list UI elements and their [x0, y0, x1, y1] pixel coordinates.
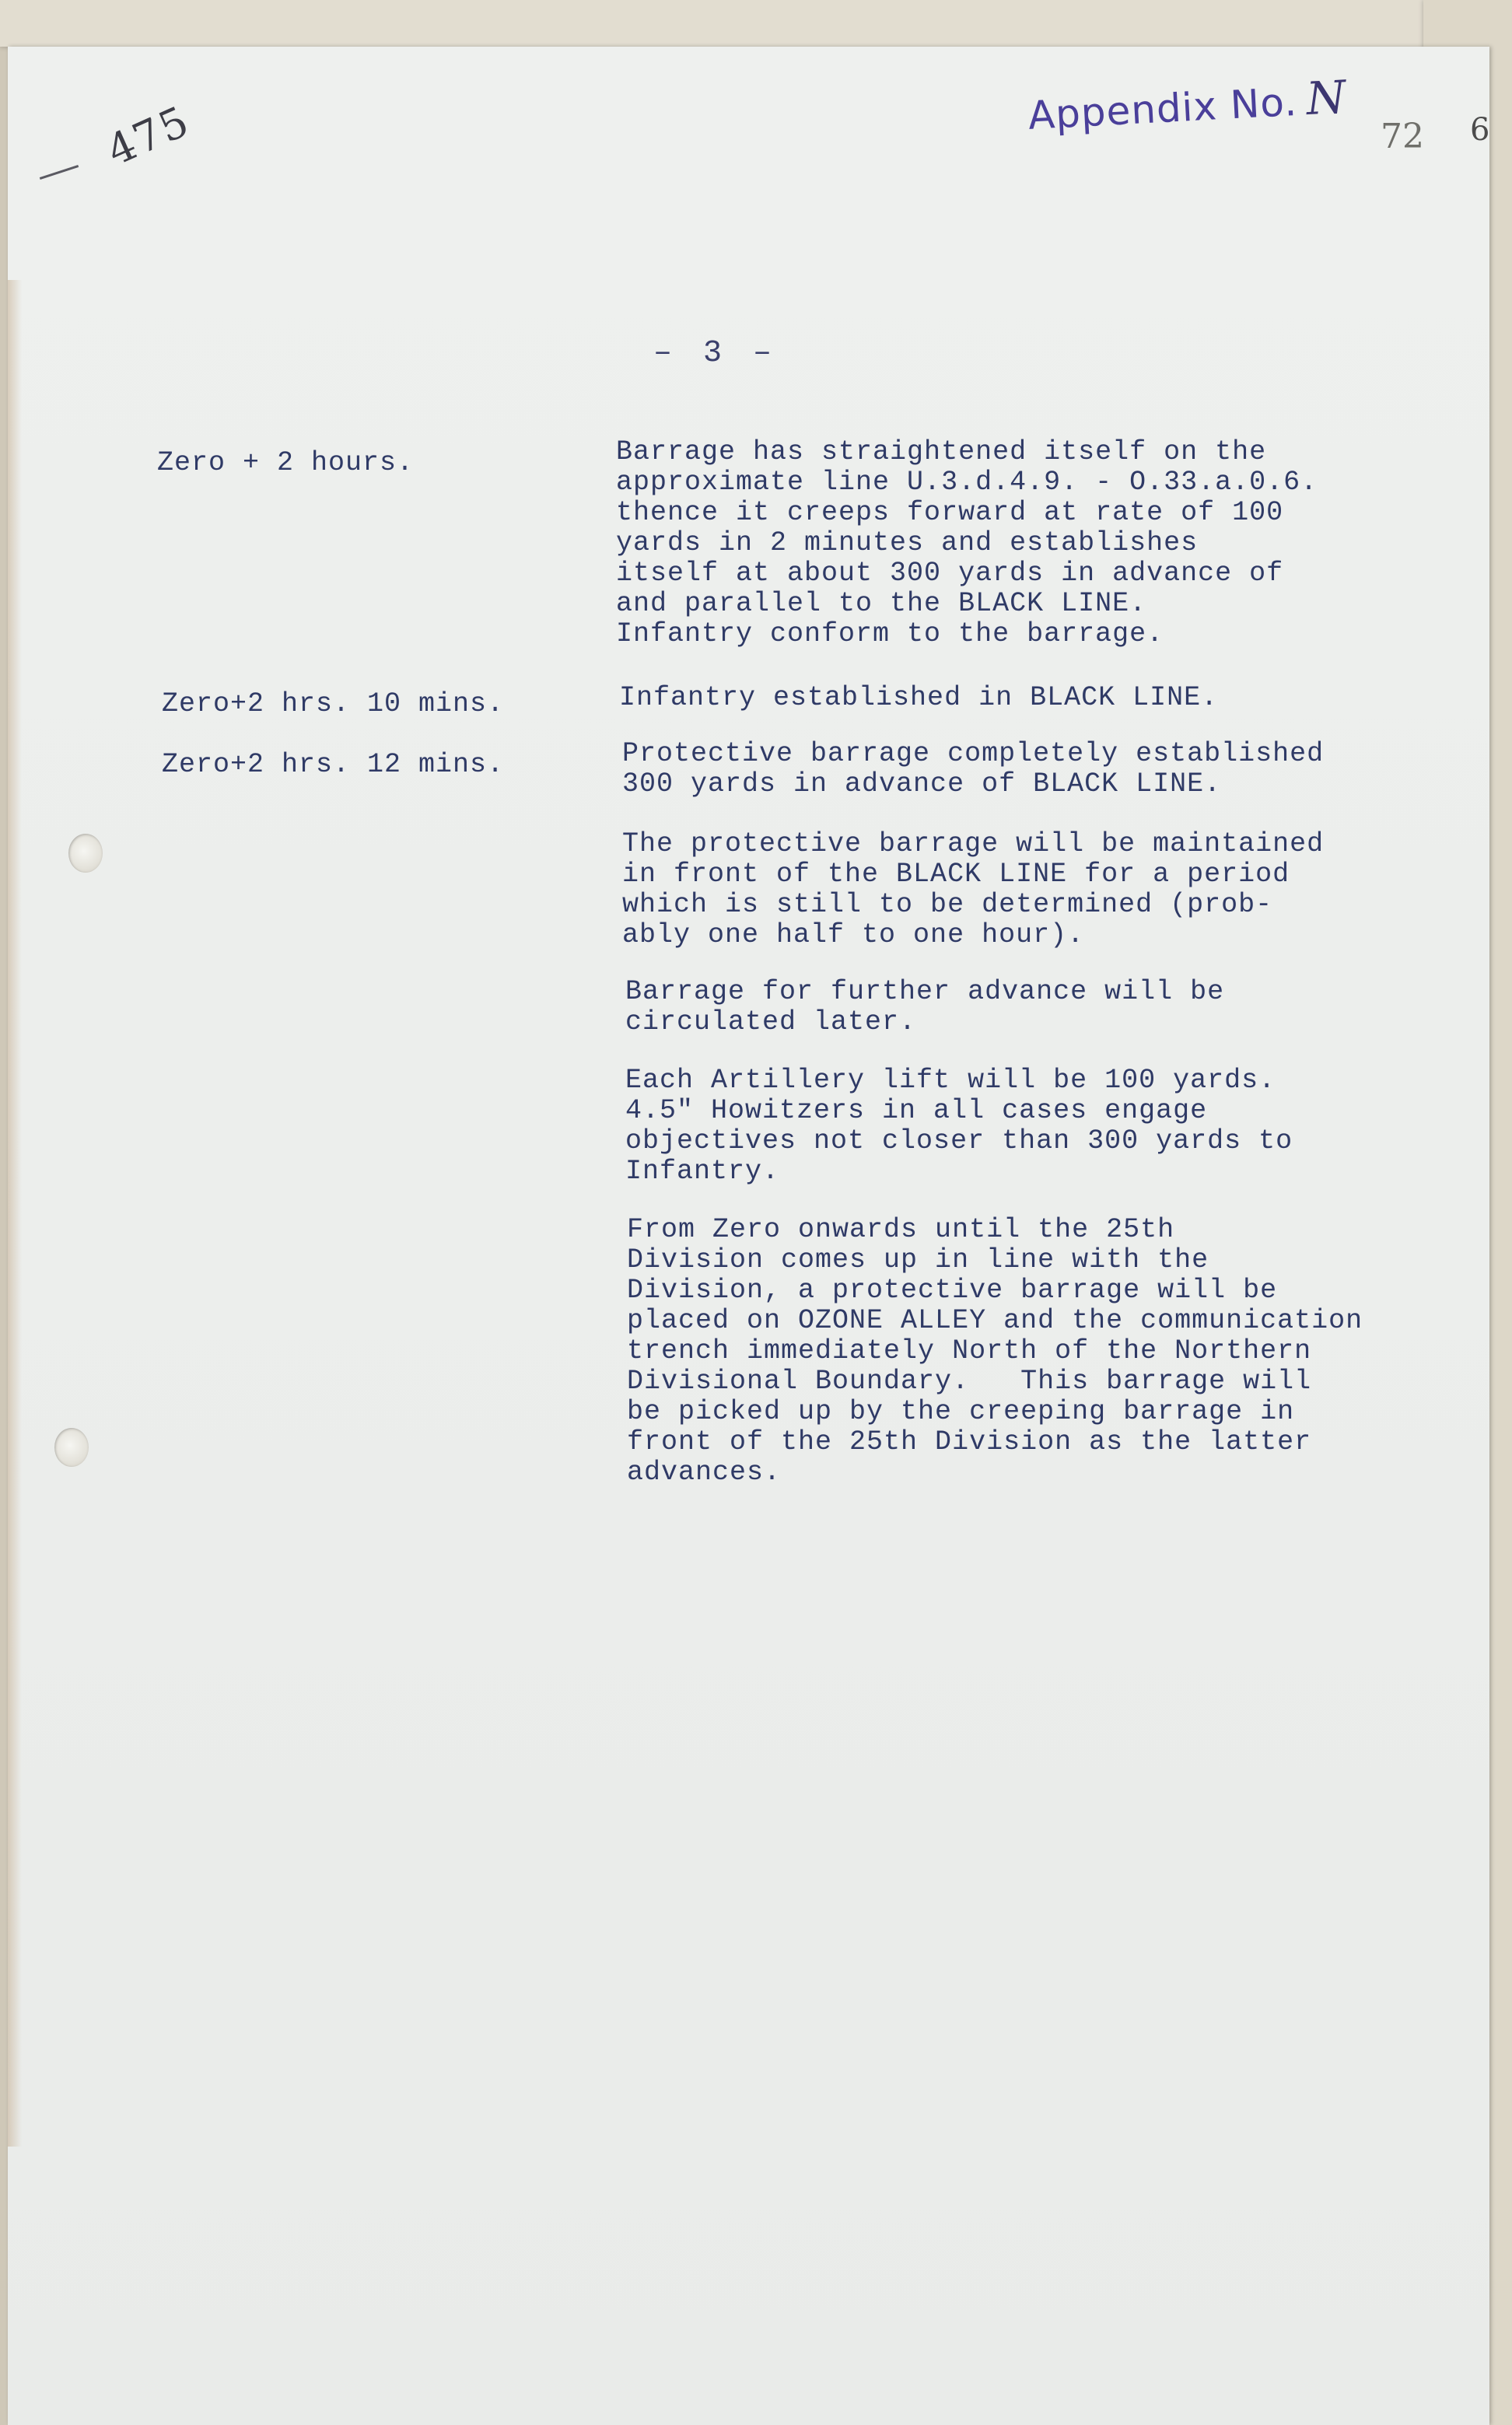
punch-hole: [54, 1428, 89, 1467]
folio-dash: [40, 165, 79, 180]
text-line: trench immediately North of the Northern: [627, 1335, 1312, 1366]
folio-number: 475: [100, 96, 198, 176]
corner-number-2: 6: [1470, 112, 1490, 148]
edge-stain: [8, 280, 22, 2147]
text-line: Divisional Boundary. This barrage will: [627, 1366, 1312, 1397]
text-line: 4.5" Howitzers in all cases engage: [625, 1095, 1208, 1126]
text-line: Protective barrage completely established: [622, 738, 1325, 769]
text-line: Barrage for further advance will be: [625, 976, 1225, 1007]
text-line: in front of the BLACK LINE for a period: [622, 859, 1290, 890]
text-line: Infantry.: [625, 1156, 780, 1187]
text-line: be picked up by the creeping barrage in: [627, 1396, 1295, 1427]
text-line: Division comes up in line with the: [627, 1244, 1209, 1275]
text-line: circulated later.: [625, 1006, 917, 1038]
appendix-stamp: [1027, 71, 1348, 140]
text-line: Each Artillery lift will be 100 yards.: [625, 1065, 1276, 1096]
entry-text: [622, 739, 1447, 800]
text-line: 300 yards in advance of BLACK LINE.: [622, 768, 1222, 800]
note-paragraph: [627, 1215, 1451, 1488]
note-paragraph: [625, 977, 1450, 1038]
text-line: ably one half to one hour).: [622, 919, 1085, 950]
text-line: Barrage has straightened itself on the: [616, 436, 1267, 467]
appendix-label: Appendix No.: [1027, 79, 1299, 138]
punch-hole: [68, 834, 103, 873]
time-label: Zero+2 hrs. 10 mins.: [162, 688, 505, 719]
time-label: Zero+2 hrs. 12 mins.: [162, 749, 505, 780]
note-paragraph: [625, 1066, 1450, 1187]
text-line: yards in 2 minutes and establishes: [616, 527, 1199, 558]
entry-text: [619, 683, 1444, 713]
text-line: front of the 25th Division as the latter: [627, 1426, 1312, 1457]
appendix-letter: N: [1304, 70, 1349, 126]
corner-number: 72: [1381, 117, 1424, 156]
text-line: thence it creeps forward at rate of 100: [616, 497, 1284, 528]
text-line: itself at about 300 yards in advance of: [616, 558, 1284, 589]
text-line: and parallel to the BLACK LINE.: [616, 588, 1147, 619]
entry-text: [616, 437, 1440, 649]
text-line: objectives not closer than 300 yards to: [625, 1125, 1293, 1157]
page-number: – 3 –: [653, 336, 779, 371]
text-line: The protective barrage will be maintained: [622, 828, 1325, 859]
text-line: approximate line U.3.d.4.9. - O.33.a.0.6.: [616, 467, 1318, 498]
note-paragraph: [622, 829, 1447, 950]
text-line: Infantry conform to the barrage.: [616, 618, 1164, 649]
text-line: which is still to be determined (prob-: [622, 889, 1273, 920]
background-sheet-top: [0, 0, 1512, 47]
text-line: placed on OZONE ALLEY and the communication: [627, 1305, 1363, 1336]
text-line: Division, a protective barrage will be: [627, 1275, 1278, 1306]
document-page: [8, 47, 1489, 2425]
text-line: From Zero onwards until the 25th: [627, 1214, 1175, 1245]
text-line: advances.: [627, 1457, 782, 1488]
time-label: Zero + 2 hours.: [157, 447, 415, 478]
text-line: Infantry established in BLACK LINE.: [619, 682, 1219, 713]
